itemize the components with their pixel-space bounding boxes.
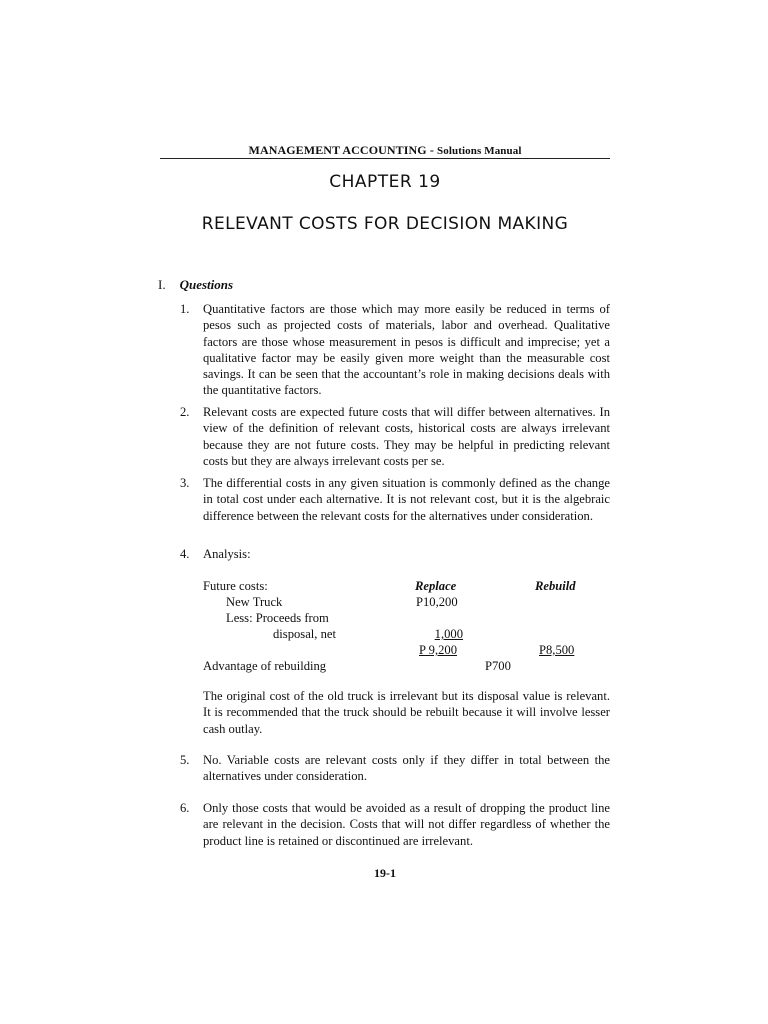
header-rule [160, 158, 610, 159]
table-row [203, 578, 623, 594]
proceeds-value: 1,000 [434, 627, 463, 641]
chapter-heading: CHAPTER 19 [329, 172, 441, 192]
future-costs-label: Future costs: [203, 579, 268, 593]
question-number: 3. [180, 476, 190, 490]
running-header [160, 143, 610, 158]
question-number: 4. [180, 547, 190, 561]
question-1 [180, 301, 610, 399]
section-label: Questions [179, 277, 234, 292]
analysis-note-text: The original cost of the old truck is irrelevant but its disposal value is relevant. It is recommended that the truck should be rebuilt because it will involve lesser cash outlay. [203, 689, 610, 736]
question-4 [180, 546, 610, 562]
question-3 [180, 475, 610, 524]
question-text: The differential costs in any given situation is commonly defined as the change in total cost under each alternative. It is not relevant cost, but it is the algebraic difference between the relevant costs for the alternatives under consideration. [203, 476, 610, 523]
disposal-net-label: disposal, net [273, 627, 336, 641]
question-5 [180, 752, 610, 785]
replace-total: P 9,200 [419, 643, 458, 657]
table-row [203, 642, 623, 658]
page-number: 19-1 [374, 866, 396, 880]
replace-column-header: Replace [415, 579, 457, 593]
advantage-label: Advantage of rebuilding [203, 659, 327, 673]
question-6 [180, 800, 610, 849]
section-roman: I. [158, 277, 166, 292]
less-proceeds-label: Less: Proceeds from [226, 611, 329, 625]
question-2 [180, 404, 610, 469]
question-number: 1. [180, 302, 190, 316]
table-row [203, 626, 623, 642]
question-text: Analysis: [203, 547, 251, 561]
chapter-title: RELEVANT COSTS FOR DECISION MAKING [201, 214, 569, 234]
header-title: MANAGEMENT ACCOUNTING - [248, 143, 438, 157]
question-text: Only those costs that would be avoided as a result of dropping the product line are relevant in the decision. Costs that will not differ regardless of whether the product line is retained or discontinued are irrelevant. [203, 801, 610, 848]
table-row [203, 594, 623, 610]
analysis-table [203, 578, 623, 674]
table-row [203, 610, 623, 626]
question-text: Quantitative factors are those which may more easily be reduced in terms of pesos such as projected costs of materials, labor and overhead. Qualitative factors are those whose measurement in pesos is difficult and imprecise; yet a qualitative factor may be easily given more weight than the measurable cost savings. It can be seen that the accountant’s role in making decisions deals with the quantitative factors. [203, 302, 610, 398]
rebuild-total: P8,500 [539, 643, 575, 657]
new-truck-value: P10,200 [416, 595, 458, 609]
rebuild-column-header: Rebuild [535, 579, 576, 593]
header-subtitle: Solutions Manual [437, 145, 522, 157]
table-row [203, 658, 623, 674]
question-number: 6. [180, 801, 190, 815]
question-text: No. Variable costs are relevant costs only if they differ in total between the alternatives under consideration. [203, 753, 610, 784]
section-heading [158, 277, 233, 293]
question-text: Relevant costs are expected future costs that will differ between alternatives. In view of the definition of relevant costs, historical costs are always irrelevant because they are not future costs. They may be helpful in predicting relevant costs but they are always irrelevant costs per se. [203, 405, 610, 468]
analysis-note [180, 688, 610, 737]
new-truck-label: New Truck [226, 595, 283, 609]
question-number: 5. [180, 753, 190, 767]
question-number: 2. [180, 405, 190, 419]
advantage-value: P700 [485, 659, 511, 673]
